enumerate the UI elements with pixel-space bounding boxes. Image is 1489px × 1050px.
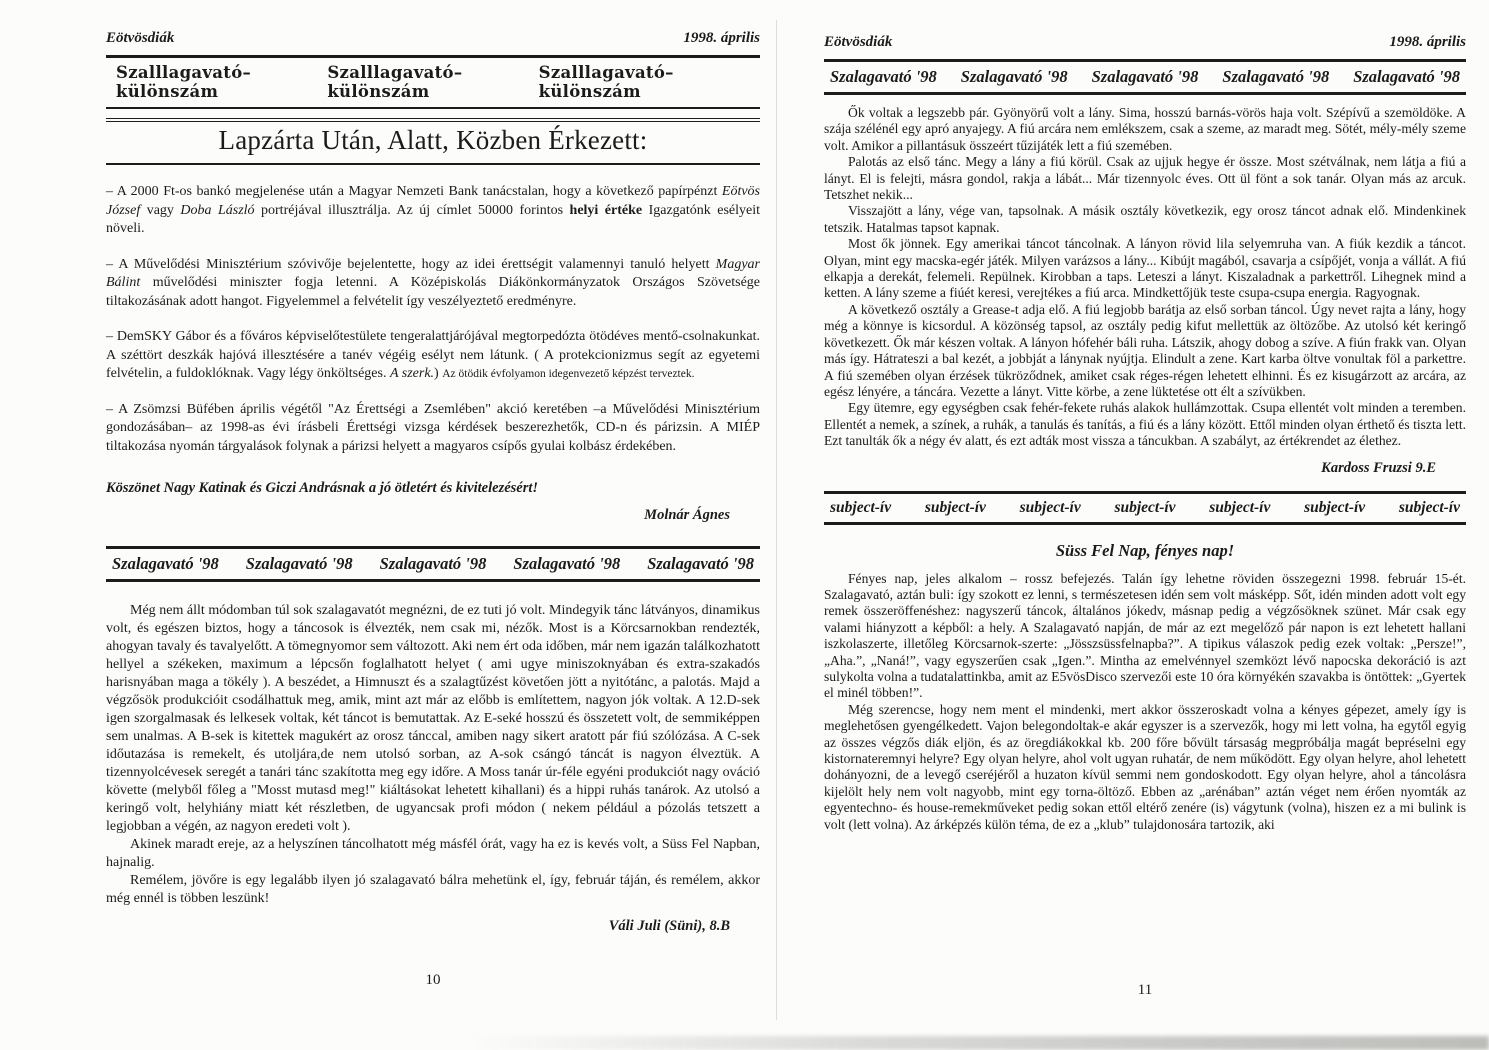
article-suss-fel-nap bbox=[824, 571, 1466, 834]
article-paragraph: Még szerencse, hogy nem ment el mindenki, mert akkor összeroskadt volna a kényes gépezet, amely így is meglehetősen gyengélkedett. Vajon belegondoltak-e akár egyszer is a szervezők, hogy mi lett volna, ha egytől egyig az összes végzős diák eljön, és az öregdiákokkal kb. 200 főre bővült társaság megpróbálja magát bepréselni egy kistornateremnyi helyre? Egy olyan helyre, ahol volt ugyan ruhatár, de nem működött. Egy olyan helyre, ahol lehetett dohányozni, de a levegő cseréjéről a huzaton kívül semmi nem gondoskodott. Egy olyan helyre, ahol a táncolásra kijelölt hely nem volt nagyobb, mint egy torna-öltöző. Ebben az „arénában” aztán véget nem érően nyomták az egyentechno- és house-remekműveket pedig sokan ettől eltérő zenére (is) vágytunk (volna), hiszen ez a mi bulink is volt (lett volna). Az árképzés külön téma, de ez a „klub” tulajdonosára tartozik, aki bbox=[824, 701, 1466, 832]
article-paragraph: Akinek maradt ereje, az a helyszínen táncolhatott még másfél órát, vagy ha ez is kevés volt, a Süss Fel Napban, hajnalig. bbox=[106, 837, 760, 870]
ribbon-item: subject-ív bbox=[830, 498, 892, 516]
article-paragraph: Fényes nap, jeles alkalom – rossz befejezés. Talán így lehetne röviden összegezni 1998. február 15-ét. Szalagavató, aztán buli: így szokott ez lenni, s természetesen idén sem volt másképp. Sőt, idén minden adott volt egy remek összeröffenéshez: nagyszerű táncok, általános jókedv, másnap pedig a végzősöknek szünet. Már csak egy valami hiányzott a képből: a hely. A Szalagavató napján, de már az ezt megelőző pár napon is ezt lehetett hallani iszkolaszerte, illetőleg Körcsarnok-szerte: „Jösszsüssfelnapba?”. A tipikus válaszok pedig ezek voltak: „Persze!”, „Aha.”, „Naná!”, vagy egyszerűen csak „Igen.”. Mintha az emelvénnyel szemközt lévő napocska dekoráció is azt sulykolta volna a tudatalattinkba, amit az E5vösDisco szervezői este 10 óra környékén szavakba is öntöttek: „Gyertek el minél többen!”. bbox=[824, 570, 1466, 701]
ribbon-item: subject-ív bbox=[1304, 498, 1366, 516]
article-paragraph: Remélem, jövőre is egy legalább ilyen jó szalagavató bálra mehetünk el, így, február táján, és remélem, akkor még ennél is többen leszünk! bbox=[106, 873, 760, 906]
ribbon-item: subject-ív bbox=[1398, 498, 1460, 516]
special-issue-banner bbox=[106, 55, 760, 109]
article-signature: Kardoss Fruzsi 9.E bbox=[1321, 459, 1436, 476]
ribbon-item: Szalagavató '98 bbox=[245, 554, 353, 573]
ribbon-item: subject-ív bbox=[924, 498, 986, 516]
ribbon-item: Szalagavató '98 bbox=[1091, 67, 1199, 86]
article-paragraph: Visszajött a lány, vége van, tapsolnak. A másik osztály következik, egy orosz táncot adnak elő. Mindenkinek tetszik. Hatalmas tapsot kapnak. bbox=[824, 203, 1466, 235]
issue-date: 1998. április bbox=[683, 30, 760, 46]
szalagavato-ribbon bbox=[824, 59, 1466, 95]
news-item: – DemSKY Gábor és a főváros képviselőtestülete tengeralattjárójával megtorpedózta ötödéves mentő-csolnakunkat. A széttört deszkák hajóvá illesztésére a tanév végéig esélyt nem látunk. ( A protekcionizmus segít az egyetemi felvételin, a fuldoklóknak. Vagy légy önköltséges. A szerk.) Az ötödik évfolyamon idegenvezető képzést terveztek. bbox=[106, 329, 760, 381]
article-dance-essay bbox=[824, 105, 1466, 450]
scan-artifact bbox=[470, 1036, 1489, 1050]
article-paragraph: Egy ütemre, egy egységben csak fehér-fekete ruhás alakok hullámzottak. Csupa ellentét volt minden a teremben. Ellentét a nemek, a színek, a ruhák, a tanulás és tanítás, a fiú és a lány között. Ettől minden olyan érthető és tiszta lett. Ezt tanulták ők a négy év alatt, és ezt adták most vissza a táncukban. A szabályt, az értékrendet az élethez. bbox=[824, 400, 1466, 449]
page-left bbox=[106, 30, 760, 988]
subject-iv-ribbon bbox=[824, 491, 1466, 525]
page-divider bbox=[776, 20, 777, 1020]
headline-box bbox=[106, 118, 760, 165]
ribbon-item: subject-ív bbox=[1209, 498, 1271, 516]
banner-item: Szalllagavató–különszám bbox=[538, 63, 674, 101]
szalagavato-ribbon bbox=[106, 546, 760, 582]
journal-title: Eötvösdiák bbox=[106, 30, 175, 46]
news-item: – A Művelődési Minisztérium szóvivője bejelentette, hogy az idei érettségit valamennyi tanuló helyett Magyar Bálint művelődési miniszter fogja letenni. A Középiskolás Diákönkormányzatok Országos Szövetsége tiltakozásának adott hangot. Figyelemmel a felvételit így veszélyeztető eredményre. bbox=[106, 256, 760, 309]
article-paragraph: Ők voltak a legszebb pár. Gyönyörű volt a lány. Sima, hosszú barnás-vörös haja volt. Szépívű a szemöldöke. A szája szélénél egy apró anyajegy. A fiú arcára nem emlékszem, csak a szeme, az maradt meg. Sötét, mély-mély szeme volt. Amikor a pillantásuk összeért tűzijáték lett a fiú szemében. bbox=[824, 105, 1466, 153]
page-number-left: 10 bbox=[425, 972, 441, 988]
ribbon-item: subject-ív bbox=[1114, 498, 1176, 516]
issue-date: 1998. április bbox=[1389, 34, 1466, 50]
thanks-line: Köszönet Nagy Katinak és Giczi Andrásnak a jó ötletért és kivitelezésért! bbox=[106, 480, 539, 496]
ribbon-item: Szalagavató '98 bbox=[1353, 67, 1460, 86]
ribbon-item: Szalagavató '98 bbox=[112, 554, 219, 573]
ribbon-item: Szalagavató '98 bbox=[960, 67, 1068, 86]
ribbon-item: Szalagavató '98 bbox=[379, 554, 487, 573]
page-right bbox=[824, 34, 1466, 998]
article-paragraph: A következő osztály a Grease-t adja elő. A fiú legjobb barátja az első sorban táncol. Úgy nevet rajta a lány, hogy még a könnye is kicsordul. A közönség tapsol, az osztály pedig kifut mellettük az öltözőbe. Az utolsó két keringő következett. Ők már készen voltak. A lányon hófehér báli ruha. Látszik, ahogy dobog a szíve. A fiún frakk van. Olyan más így. Hátrateszi a bal kezét, a jobbját a lánynak nyújtja. Elindult a zene. Kart karba öltve vonultak föl a parkettre. A fiú szemében olyan érzések tükröződnek, amiket csak réges-régen lehetett elhinni. És ez kisugárzott az arcára, az egész lényére, a táncára. Vezette a lányt. Vitte körbe, a zene lüktetése ott élt a szívükben. bbox=[824, 301, 1466, 399]
journal-title: Eötvösdiák bbox=[824, 34, 893, 50]
article2-heading: Süss Fel Nap, fényes nap! bbox=[1055, 540, 1235, 560]
article-signature: Váli Juli (Süni), 8.B bbox=[608, 918, 730, 934]
page-header-right bbox=[824, 34, 1466, 51]
article-paragraph: Most ők jönnek. Egy amerikai táncot táncolnak. A lányon rövid lila selyemruha van. A fiúk kezdik a táncot. Olyan, mint egy macska-egér játék. Milyen varázsos a lány... Kibújt magából, csavarja a csípőjét, vonja a vállát. A fiú elkapja a derekát, felemeli. Repülnek. Kirobban a taps. Leteszi a lányt. Kiszaladnak a parkettről. Lihegnek mind a ketten. A lány szeme a fiúét keresi, verejtékes a fiú arca. Mindkettőjük teste csupa-csupa energia. Ragyognak. bbox=[824, 236, 1466, 301]
ribbon-item: Szalagavató '98 bbox=[513, 554, 621, 573]
ribbon-item: Szalagavató '98 bbox=[647, 554, 754, 573]
news-item: – A 2000 Ft-os bankó megjelenése után a Magyar Nemzeti Bank tanácstalan, hogy a következő papírpénzt Eötvös József vagy Doba László portréjával illusztrálja. Az új címlet 50000 forintos helyi értéke Igazgatónk esélyeit növeli. bbox=[106, 184, 760, 236]
news-list bbox=[106, 183, 760, 456]
page-title: Lapzárta Után, Alatt, Közben Érkezett: bbox=[218, 125, 648, 155]
banner-item: Szalllagavató–különszám bbox=[327, 63, 463, 101]
article-szalagavato-review bbox=[106, 602, 760, 908]
article-paragraph: Palotás az első tánc. Megy a lány a fiú körül. Csak az ujjuk hegye ér össze. Most szétválnak, nem látja a fiú a lányt. El is felejti, másra gondol, rakja a lábát... Már tizennyolc éves. Ott ül fönt a sok tanár. Olyan más az arcuk. Tetszhet nekik... bbox=[824, 154, 1466, 203]
page-number-right: 11 bbox=[1137, 982, 1153, 998]
news-item: – A Zsömzsi Büfében április végétől "Az Érettségi a Zsemlében" akció keretében –a Művelődési Minisztérium gondozásában– az 1998-as évi írásbeli Érettségi vizsga kérdések beszerezhetők, CD-n és párizsin. A MIÉP tiltakozása nyomán tárgyalások folynak a párizsi helyett a magyaros csípős gyulai kolbász érdekében. bbox=[106, 401, 760, 454]
ribbon-item: Szalagavató '98 bbox=[1222, 67, 1330, 86]
article-paragraph: Még nem állt módomban túl sok szalagavatót megnézni, de ez tuti jó volt. Mindegyik tánc látványos, dinamikus volt, és egészen biztos, hogy a táncosok is élvezték, nem csak mi, nézők. Most is a Körcsarnokban rendezték, ahogyan tavaly és tavalyelőtt. A tömegnyomor sem változott. Aki nem ért oda időben, már nem igazán találkozhatott hellyel a székeken, maximum a lépcsőn foglalhatott helyet ( ami ugye miniszoknyában és extra-szakadós harisnyában maga a tökély ). A beszédet, a Himnuszt és a szalagtűzést követően jött a nyitótánc, a palotás. Majd a végzősök produkcióit csodálhattuk meg, amik, mint azt már az előbb is említettem, nagyon jók voltak. A 12.D-sek igen szorgalmasak és lelkesek voltak, két táncot is bemutattak. Az E-seké hosszú és összetett volt, de semmiképpen sem unalmas. A B-sek is kitettek magukért az orosz tánccal, amiben nagy sikert aratott pár fiú szólózása. A C-sek időutazása is remekelt, és utoljára,de nem utolsó sorban, az A-sok csángó táncát is nagyon élveztük. A tizennyolcévesek seregét a tanári tánc szakította meg egy időre. A Moss tanár úr-féle egyéni produkciót nagy ováció követte (melyből főleg a "Mosst mutasd meg!" kiáltásokat lehetett kihallani) és a hippi ruhás tanárok. Az utolsó a keringő volt, helyhiány miatt két részletben, de ugyancsak profi módon ( nekem például a pózolás tetszett a legjobban a végén, az nagyon eredeti volt ). bbox=[106, 603, 760, 834]
ribbon-item: Szalagavató '98 bbox=[830, 67, 937, 86]
page-header-left bbox=[106, 30, 760, 47]
thanks-signature: Molnár Ágnes bbox=[644, 507, 730, 523]
ribbon-item: subject-ív bbox=[1019, 498, 1081, 516]
banner-item: Szalllagavató–különszám bbox=[116, 63, 252, 101]
